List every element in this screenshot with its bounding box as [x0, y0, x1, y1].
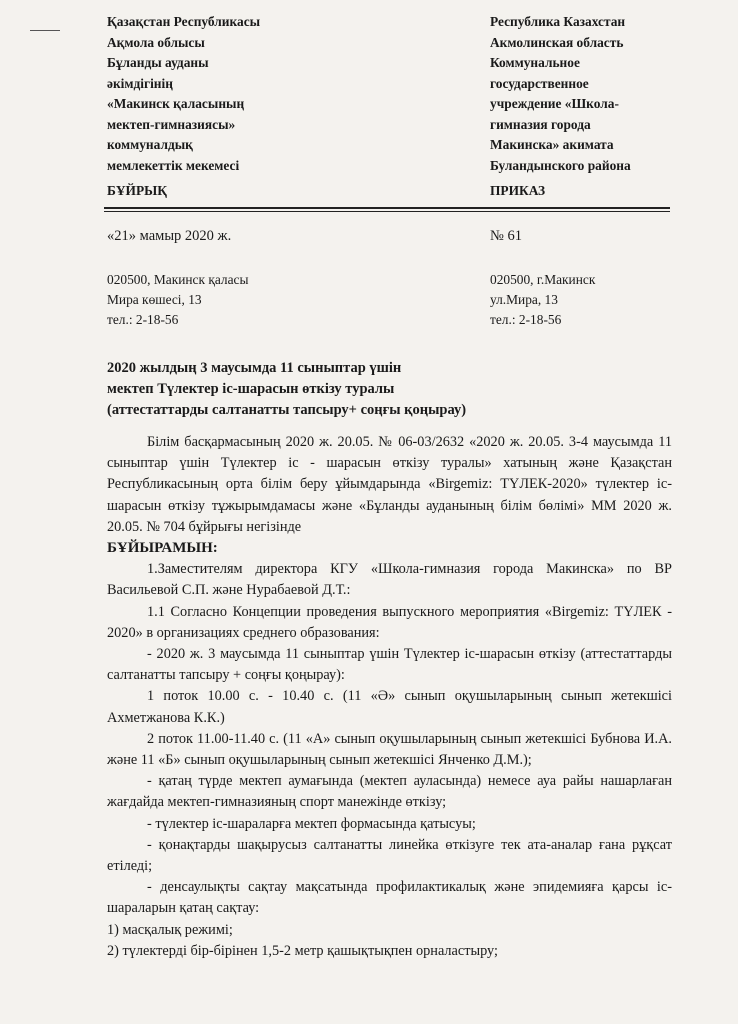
address-line: 020500, Макинск қаласы: [107, 272, 249, 287]
paragraph: - түлектер іс-шараларға мектеп формасында қатысуы;: [147, 815, 476, 832]
header-line: «Макинск қаласының: [107, 96, 245, 111]
intro-paragraph: Білім басқармасының 2020 ж. 20.05. № 06-03/2632 «2020 ж. 20.05. 3-4 маусымда 11 сыныптар үшін Түлектер іс - шарасын өткізу туралы» хатының және Қазақстан Республикасының орта білім беру ұйымдарында «Birgemiz: ТҮЛЕК-2020» түлектер іс-шарасын өткізу тұжырымдамасы және «Бұланды ауданының білім бөлімі» ММ 2020 ж. 20.05. № 704 бұйрығы негізінде: [107, 434, 672, 535]
address-kazakh: [107, 270, 249, 330]
header-divider-thin: [104, 211, 670, 212]
address-line: 020500, г.Макинск: [490, 272, 596, 287]
header-line: мектеп-гимназиясы»: [107, 116, 236, 132]
header-line: Ақмола облысы: [107, 34, 205, 50]
address-line: тел.: 2-18-56: [107, 312, 179, 327]
header-line: Акмолинская область: [490, 34, 624, 50]
paragraph: 1 поток 10.00 с. - 10.40 с. (11 «Ә» сынып оқушыларының сынып жетекшісі Ахметжанова К.К.): [107, 688, 672, 726]
document-title: [107, 358, 627, 421]
paragraph: - 2020 ж. 3 маусымда 11 сыныптар үшін Түлектер іс-шарасын өткізу (аттестаттарды салтанатты тапсыру + соңғы қоңырау):: [107, 646, 672, 684]
header-line: государственное: [490, 75, 589, 91]
header-line: Республика Казахстан: [490, 14, 626, 29]
header-line: Коммунальное: [490, 55, 580, 70]
order-label-kazakh: БҰЙРЫҚ: [107, 183, 167, 198]
header-line: мемлекеттік мекемесі: [107, 157, 240, 173]
address-russian: [490, 270, 595, 330]
header-line: Қазақстан Республикасы: [107, 14, 261, 29]
header-kazakh: [107, 12, 367, 176]
header-divider: [104, 207, 670, 209]
header-line: коммуналдық: [107, 137, 193, 152]
list-item: 1) масқалық режимі;: [107, 921, 233, 938]
address-line: тел.: 2-18-56: [490, 312, 562, 327]
paragraph: - денсаулықты сақтау мақсатында профилактикалық және эпидемияға қарсы іс-шараларын қатаң сақтау:: [107, 879, 672, 917]
header-line: Бұланды ауданы: [107, 55, 209, 70]
header-line: гимназия города: [490, 116, 591, 132]
command-heading: БҰЙЫРАМЫН:: [107, 540, 218, 557]
title-line: 2020 жылдың 3 маусымда 11 сыныптар үшін: [107, 360, 402, 376]
order-number: № 61: [490, 228, 522, 244]
list-item: 2) түлектерді бір-бірінен 1,5-2 метр қашықтықпен орналастыру;: [107, 942, 498, 959]
document-body: [107, 432, 672, 962]
paragraph: 2 поток 11.00-11.40 с. (11 «А» сынып оқушыларының сынып жетекшісі Бубнова И.А. және 11 «Б» сынып оқушыларының сынып жетекшісі Янченко Д.М.);: [107, 730, 672, 769]
paragraph: - қонақтарды шақырусыз салтанатты линейка өткізуге тек ата-аналар ғана рұқсат етіледі;: [107, 836, 672, 875]
header-line: әкімдігінің: [107, 75, 173, 91]
paragraph: - қатаң түрде мектеп аумағында (мектеп ауласында) немесе ауа райы нашарлаған жағдайда мектеп-гимназияның спорт манежінде өткізу;: [107, 773, 672, 811]
order-date: «21» мамыр 2020 ж.: [107, 228, 232, 244]
header-line: учреждение «Школа-: [490, 96, 619, 111]
paragraph: 1.1 Согласно Концепции проведения выпускного мероприятия «Birgemiz: ТҮЛЕК - 2020» в организациях среднего образования:: [107, 603, 672, 641]
address-line: ул.Мира, 13: [490, 292, 558, 307]
header-line: Буландынского района: [490, 157, 631, 173]
title-line: (аттестаттарды салтанатты тапсыру+ соңғы қоңырау): [107, 402, 467, 418]
scan-mark: [30, 30, 60, 31]
header-line: Макинска» акимата: [490, 137, 614, 152]
address-line: Мира көшесі, 13: [107, 292, 202, 307]
title-line: мектеп Түлектер іс-шарасын өткізу туралы: [107, 381, 395, 397]
order-label-russian: ПРИКАЗ: [490, 183, 546, 198]
paragraph: 1.Заместителям директора КГУ «Школа-гимназия города Макинска» по ВР Васильевой С.П. және Нурабаевой Д.Т.:: [107, 561, 672, 599]
header-russian: [490, 12, 730, 176]
